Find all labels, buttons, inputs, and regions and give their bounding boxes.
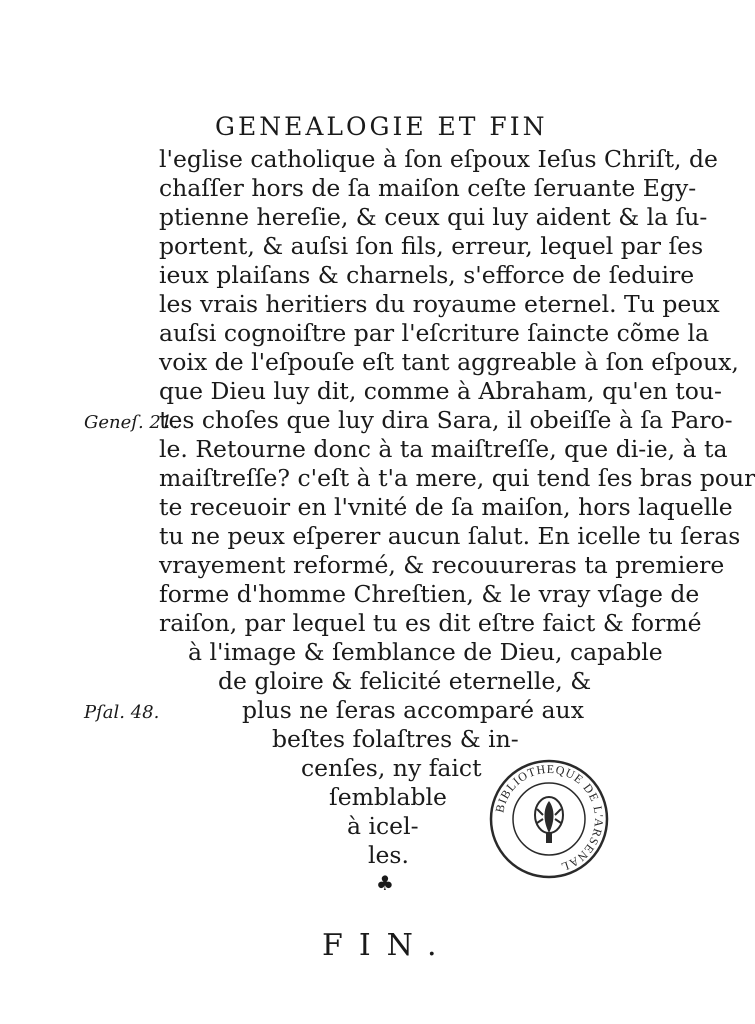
stamp-emblem-icon — [535, 797, 563, 843]
body-line: maiſtreſſe? c'eſt à t'a mere, qui tend ſes bras pour — [159, 464, 755, 492]
body-line: beſtes folaſtres & in- — [272, 725, 519, 753]
body-line: raiſon, par lequel tu es dit eſtre faict & formé — [159, 609, 702, 637]
body-line: vrayement reformé, & recouureras ta premiere — [159, 551, 725, 579]
end-word: FIN. — [322, 928, 453, 963]
body-line: tu ne peux eſperer aucun ſalut. En icelle tu ſeras — [159, 522, 741, 550]
library-stamp — [487, 757, 611, 881]
body-line: de gloire & felicité eternelle, & — [218, 667, 592, 695]
body-line: cenſes, ny faict — [301, 754, 482, 782]
body-line: te receuoir en l'vnité de ſa maiſon, hors laquelle — [159, 493, 733, 521]
body-line: les. — [368, 841, 409, 869]
body-line: à icel- — [347, 812, 419, 840]
body-line: portent, & auſsi ſon fils, erreur, lequel par ſes — [159, 232, 704, 260]
body-line: le. Retourne donc à ta maiſtreſſe, que di-ie, à ta — [159, 435, 728, 463]
body-line: ptienne hereſie, & ceux qui luy aident & la ſu- — [159, 203, 708, 231]
body-line: chaſſer hors de ſa maiſon ceſte ſeruante Egy- — [159, 174, 697, 202]
body-line: forme d'homme Chreſtien, & le vray vſage de — [159, 580, 700, 608]
body-line: ſemblable — [329, 783, 447, 811]
body-line: plus ne ſeras accomparé aux — [242, 696, 584, 724]
body-line: auſsi cognoiſtre par l'eſcriture ſaincte cõme la — [159, 319, 710, 347]
running-header: GENEALOGIE ET FIN — [215, 112, 548, 141]
body-line: l'eglise catholique à ſon eſpoux Ieſus Chriſt, de — [159, 145, 718, 173]
body-line: les vrais heritiers du royaume eternel. Tu peux — [159, 290, 720, 318]
body-line: que Dieu luy dit, comme à Abraham, qu'en tou- — [159, 377, 722, 405]
margin-note-psalm: Pſal. 48. — [84, 702, 160, 723]
margin-note-genesis: Geneſ. 21. — [84, 412, 179, 433]
body-line: à l'image & ſemblance de Dieu, capable — [188, 638, 663, 666]
printers-ornament: ♣ — [376, 871, 394, 895]
stamp-text: BIBLIOTHEQUE DE L'ARSENAL — [492, 761, 607, 875]
body-line: tes choſes que luy dira Sara, il obeiſſe à ſa Paro- — [159, 406, 733, 434]
body-line: voix de l'eſpouſe eſt tant aggreable à ſon eſpoux, — [159, 348, 739, 376]
body-line: ieux plaiſans & charnels, s'efforce de ſeduire — [159, 261, 695, 289]
